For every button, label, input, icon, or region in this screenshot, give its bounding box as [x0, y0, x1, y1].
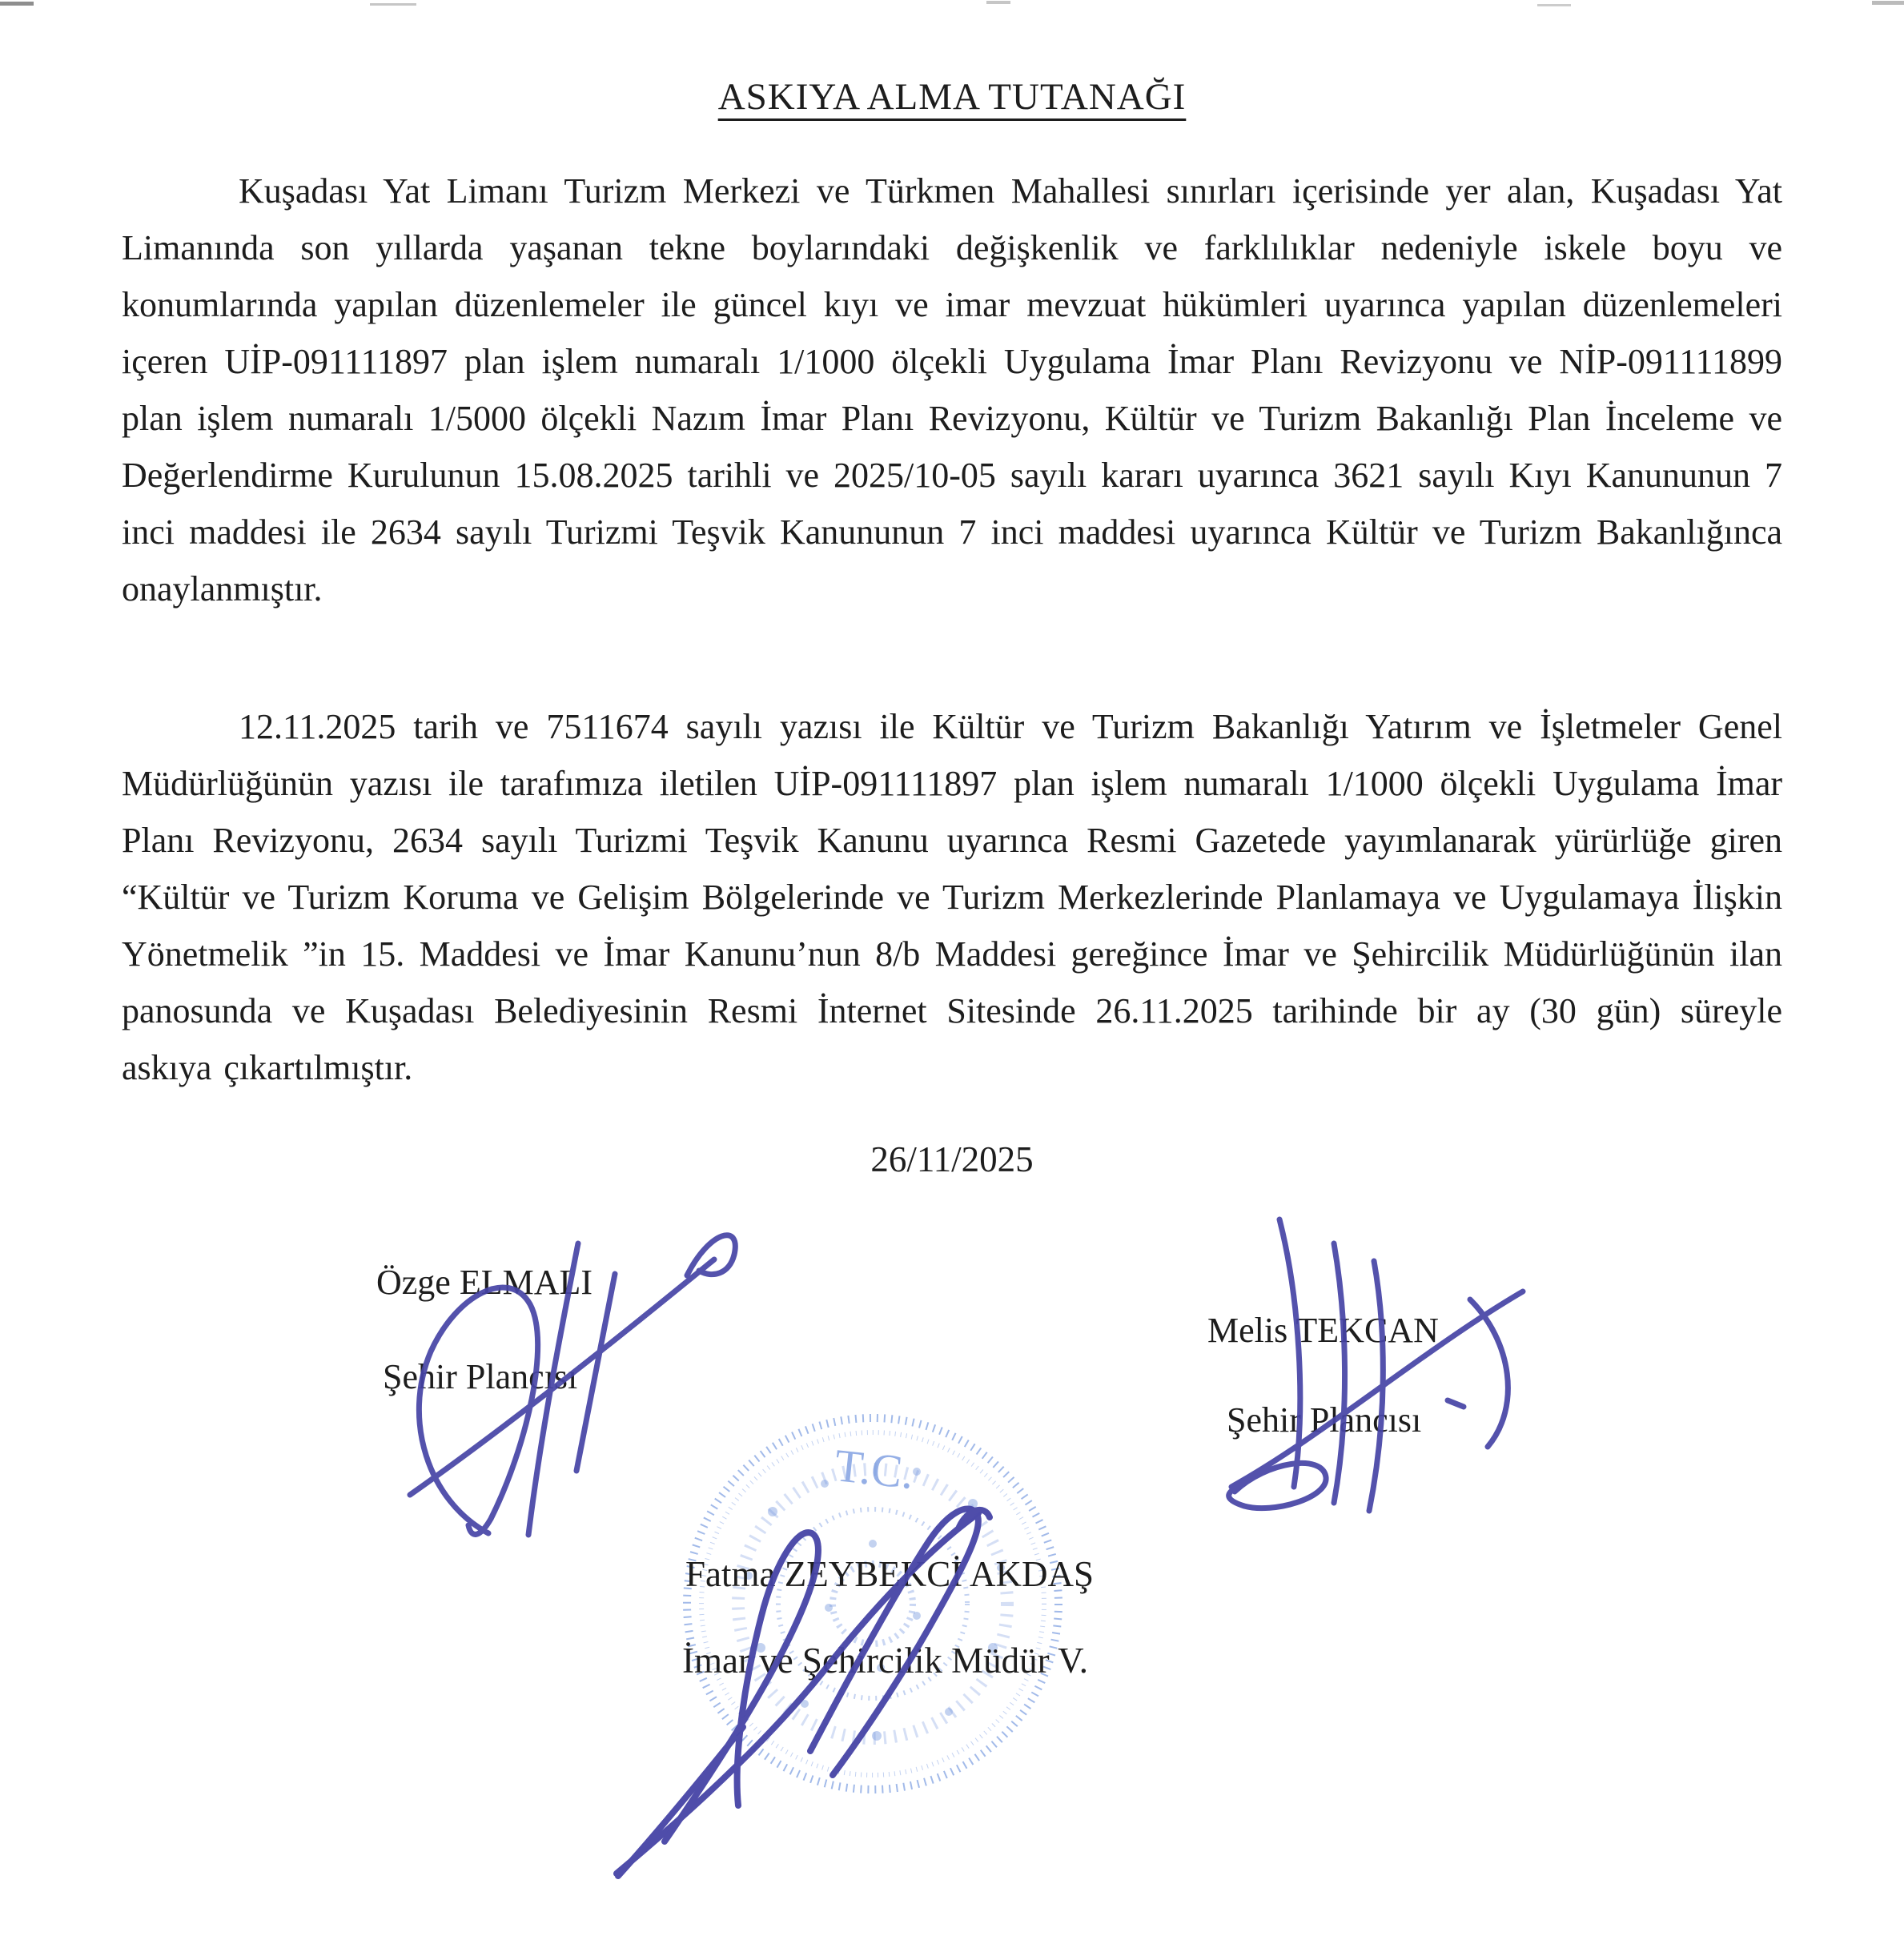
paragraph-approval: Kuşadası Yat Limanı Turizm Merkezi ve Türkmen Mahallesi sınırları içerisinde yer alan, Kuşadası Yat Limanında son yıllarda yaşanan tekne boylarındaki değişkenlik ve farklılıklar nedeniyle iskele boyu ve konumlarında yapılan düzenlemeler ile güncel kıyı ve imar mevzuat hükümleri uyarınca yapılan düzenlemeleri içeren UİP-091111897 plan işlem numaralı 1/1000 ölçekli Uygulama İmar Planı Revizyonu ve NİP-091111899 plan işlem numaralı 1/5000 ölçekli Nazım İmar Planı Revizyonu, Kültür ve Turizm Bakanlığı Plan İnceleme ve Değerlendirme Kurulunun 15.08.2025 tarihli ve 2025/10-05 sayılı kararı uyarınca 3621 sayılı Kıyı Kanununun 7 inci maddesi ile 2634 sayılı Turizmi Teşvik Kanununun 7 inci maddesi uyarınca Kültür ve Turizm Bakanlığınca onaylanmıştır.: [122, 171, 1782, 609]
document-date: 26/11/2025: [870, 1139, 1034, 1179]
pen-stroke: [810, 1508, 978, 1775]
pen-stroke: [1448, 1400, 1464, 1407]
pen-stroke: [687, 1235, 735, 1275]
signatory-title-ozge-elmali: Şehir Plancısı: [383, 1357, 578, 1396]
signature-ink-fatma: [584, 1485, 1033, 1902]
pen-stroke: [1334, 1243, 1345, 1503]
scan-artifact: [986, 1, 1010, 4]
stamp-tc-label: T.C.: [832, 1439, 917, 1500]
scan-artifact: [1537, 4, 1571, 6]
signature-ink-melis: [1185, 1197, 1569, 1533]
signatory-name-ozge-elmali: Özge ELMALI: [376, 1263, 593, 1302]
signatory-name-melis-tekcan: Melis TEKCAN: [1207, 1311, 1439, 1350]
scan-artifact: [370, 3, 416, 6]
signatory-name-fatma-zeybekci-akdas: Fatma ZEYBEKCİ AKDAŞ: [685, 1554, 1094, 1594]
pen-stroke: [576, 1274, 615, 1471]
paragraph-announcement: 12.11.2025 tarih ve 7511674 sayılı yazısı ile Kültür ve Turizm Bakanlığı Yatırım ve İşletmeler Genel Müdürlüğünün yazısı ile tarafımıza iletilen UİP-091111897 plan işlem numaralı 1/1000 ölçekli Uygulama İmar Planı Revizyonu, 2634 sayılı Turizmi Teşvik Kanunu uyarınca Resmi Gazetede yayımlanarak yürürlüğe giren “Kültür ve Turizm Koruma ve Gelişim Bölgelerinde ve Turizm Merkezlerinde Planlamaya ve Uygulamaya İlişkin Yönetmelik ”in 15. Maddesi ve İmar Kanunu’nun 8/b Maddesi gereğince İmar ve Şehircilik Müdürlüğünün ilan panosunda ve Kuşadası Belediyesinin Resmi İnternet Sitesinde 26.11.2025 tarihinde bir ay (30 gün) süreyle askıya çıkartılmıştır.: [122, 707, 1782, 1087]
signatory-title-fatma-zeybekci-akdas: İmar ve Şehircilik Müdür V.: [682, 1641, 1089, 1681]
scan-artifact: [0, 2, 34, 6]
signatory-title-melis-tekcan: Şehir Plancısı: [1227, 1400, 1422, 1440]
pen-stroke: [410, 1259, 714, 1495]
scan-artifact: [1872, 1, 1904, 5]
pen-stroke: [1229, 1463, 1326, 1508]
page-title: ASKIYA ALMA TUTANAĞI: [717, 76, 1187, 118]
